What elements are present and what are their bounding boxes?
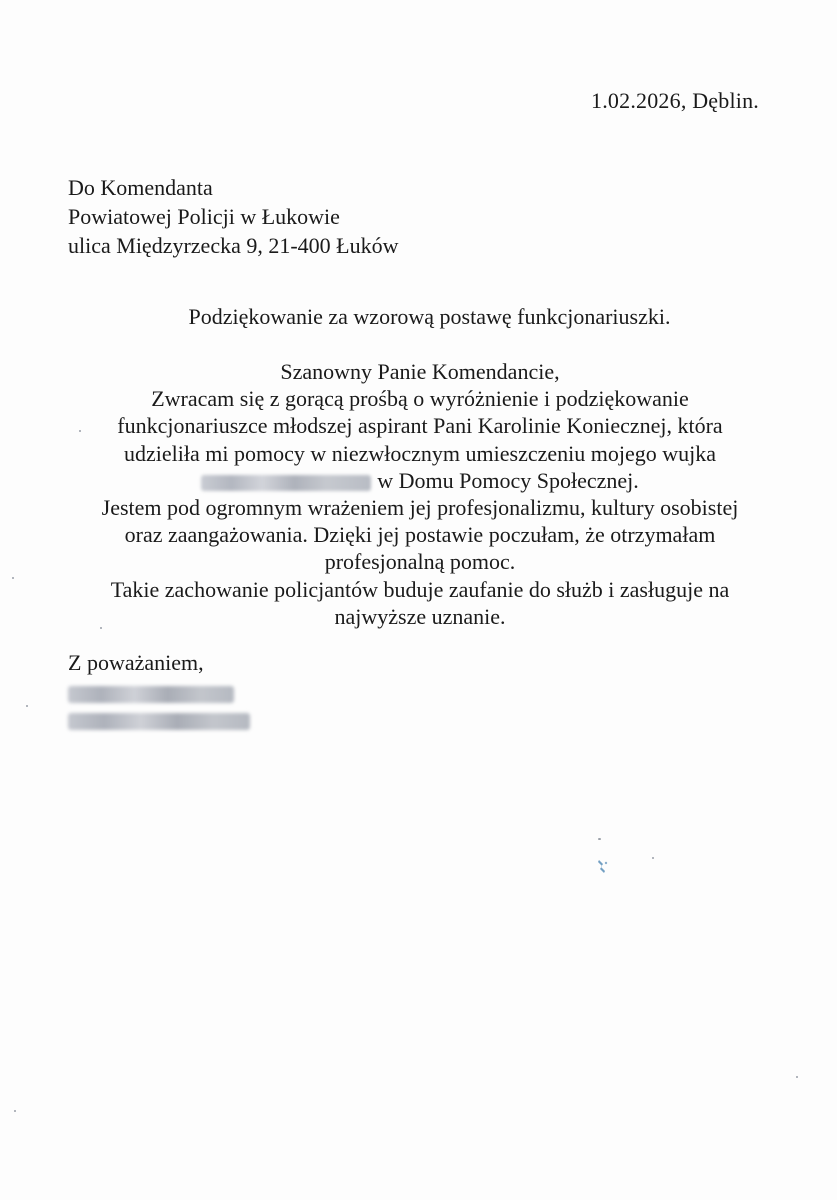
recipient-address <box>68 173 399 260</box>
body-line-with-redaction <box>60 467 780 494</box>
body-line: oraz zaangażowania. Dzięki jej postawie poczułam, że otrzymałam <box>124 522 716 548</box>
body-line: w Domu Pomocy Społecznej. <box>377 467 639 493</box>
recipient-line: Powiatowej Policji w Łukowie <box>68 204 340 229</box>
body-line: najwyższe uznanie. <box>334 603 506 629</box>
body-line: funkcjonariuszce młodszej aspirant Pani Karolinie Koniecznej, która <box>117 413 723 439</box>
redacted-signature-phone <box>68 713 250 730</box>
recipient-line: Do Komendanta <box>68 175 213 200</box>
body-line: Jestem pod ogromnym wrażeniem jej profesjonalizmu, kultury osobistej <box>101 495 739 521</box>
redacted-signature-name <box>68 686 234 703</box>
redacted-name <box>201 475 371 491</box>
ink-mark <box>596 858 610 874</box>
date-place: 1.02.2026, Dęblin. <box>591 88 759 113</box>
body-line: Takie zachowanie policjantów buduje zaufanie do służb i zasługuje na <box>110 576 730 602</box>
body-line: Zwracam się z gorącą prośbą o wyróżnienie i podziękowanie <box>151 386 689 412</box>
body-line: profesjonalną pomoc. <box>324 549 516 575</box>
recipient-line: ulica Międzyrzecka 9, 21-400 Łuków <box>68 233 399 258</box>
body-line: udzieliła mi pomocy w niezwłocznym umieszczeniu mojego wujka <box>124 440 716 466</box>
letter-body <box>60 358 780 630</box>
closing: Z poważaniem, <box>68 650 204 675</box>
letter-subject: Podziękowanie za wzorową postawę funkcjonariuszki. <box>188 304 671 329</box>
greeting: Szanowny Panie Komendancie, <box>280 359 560 384</box>
